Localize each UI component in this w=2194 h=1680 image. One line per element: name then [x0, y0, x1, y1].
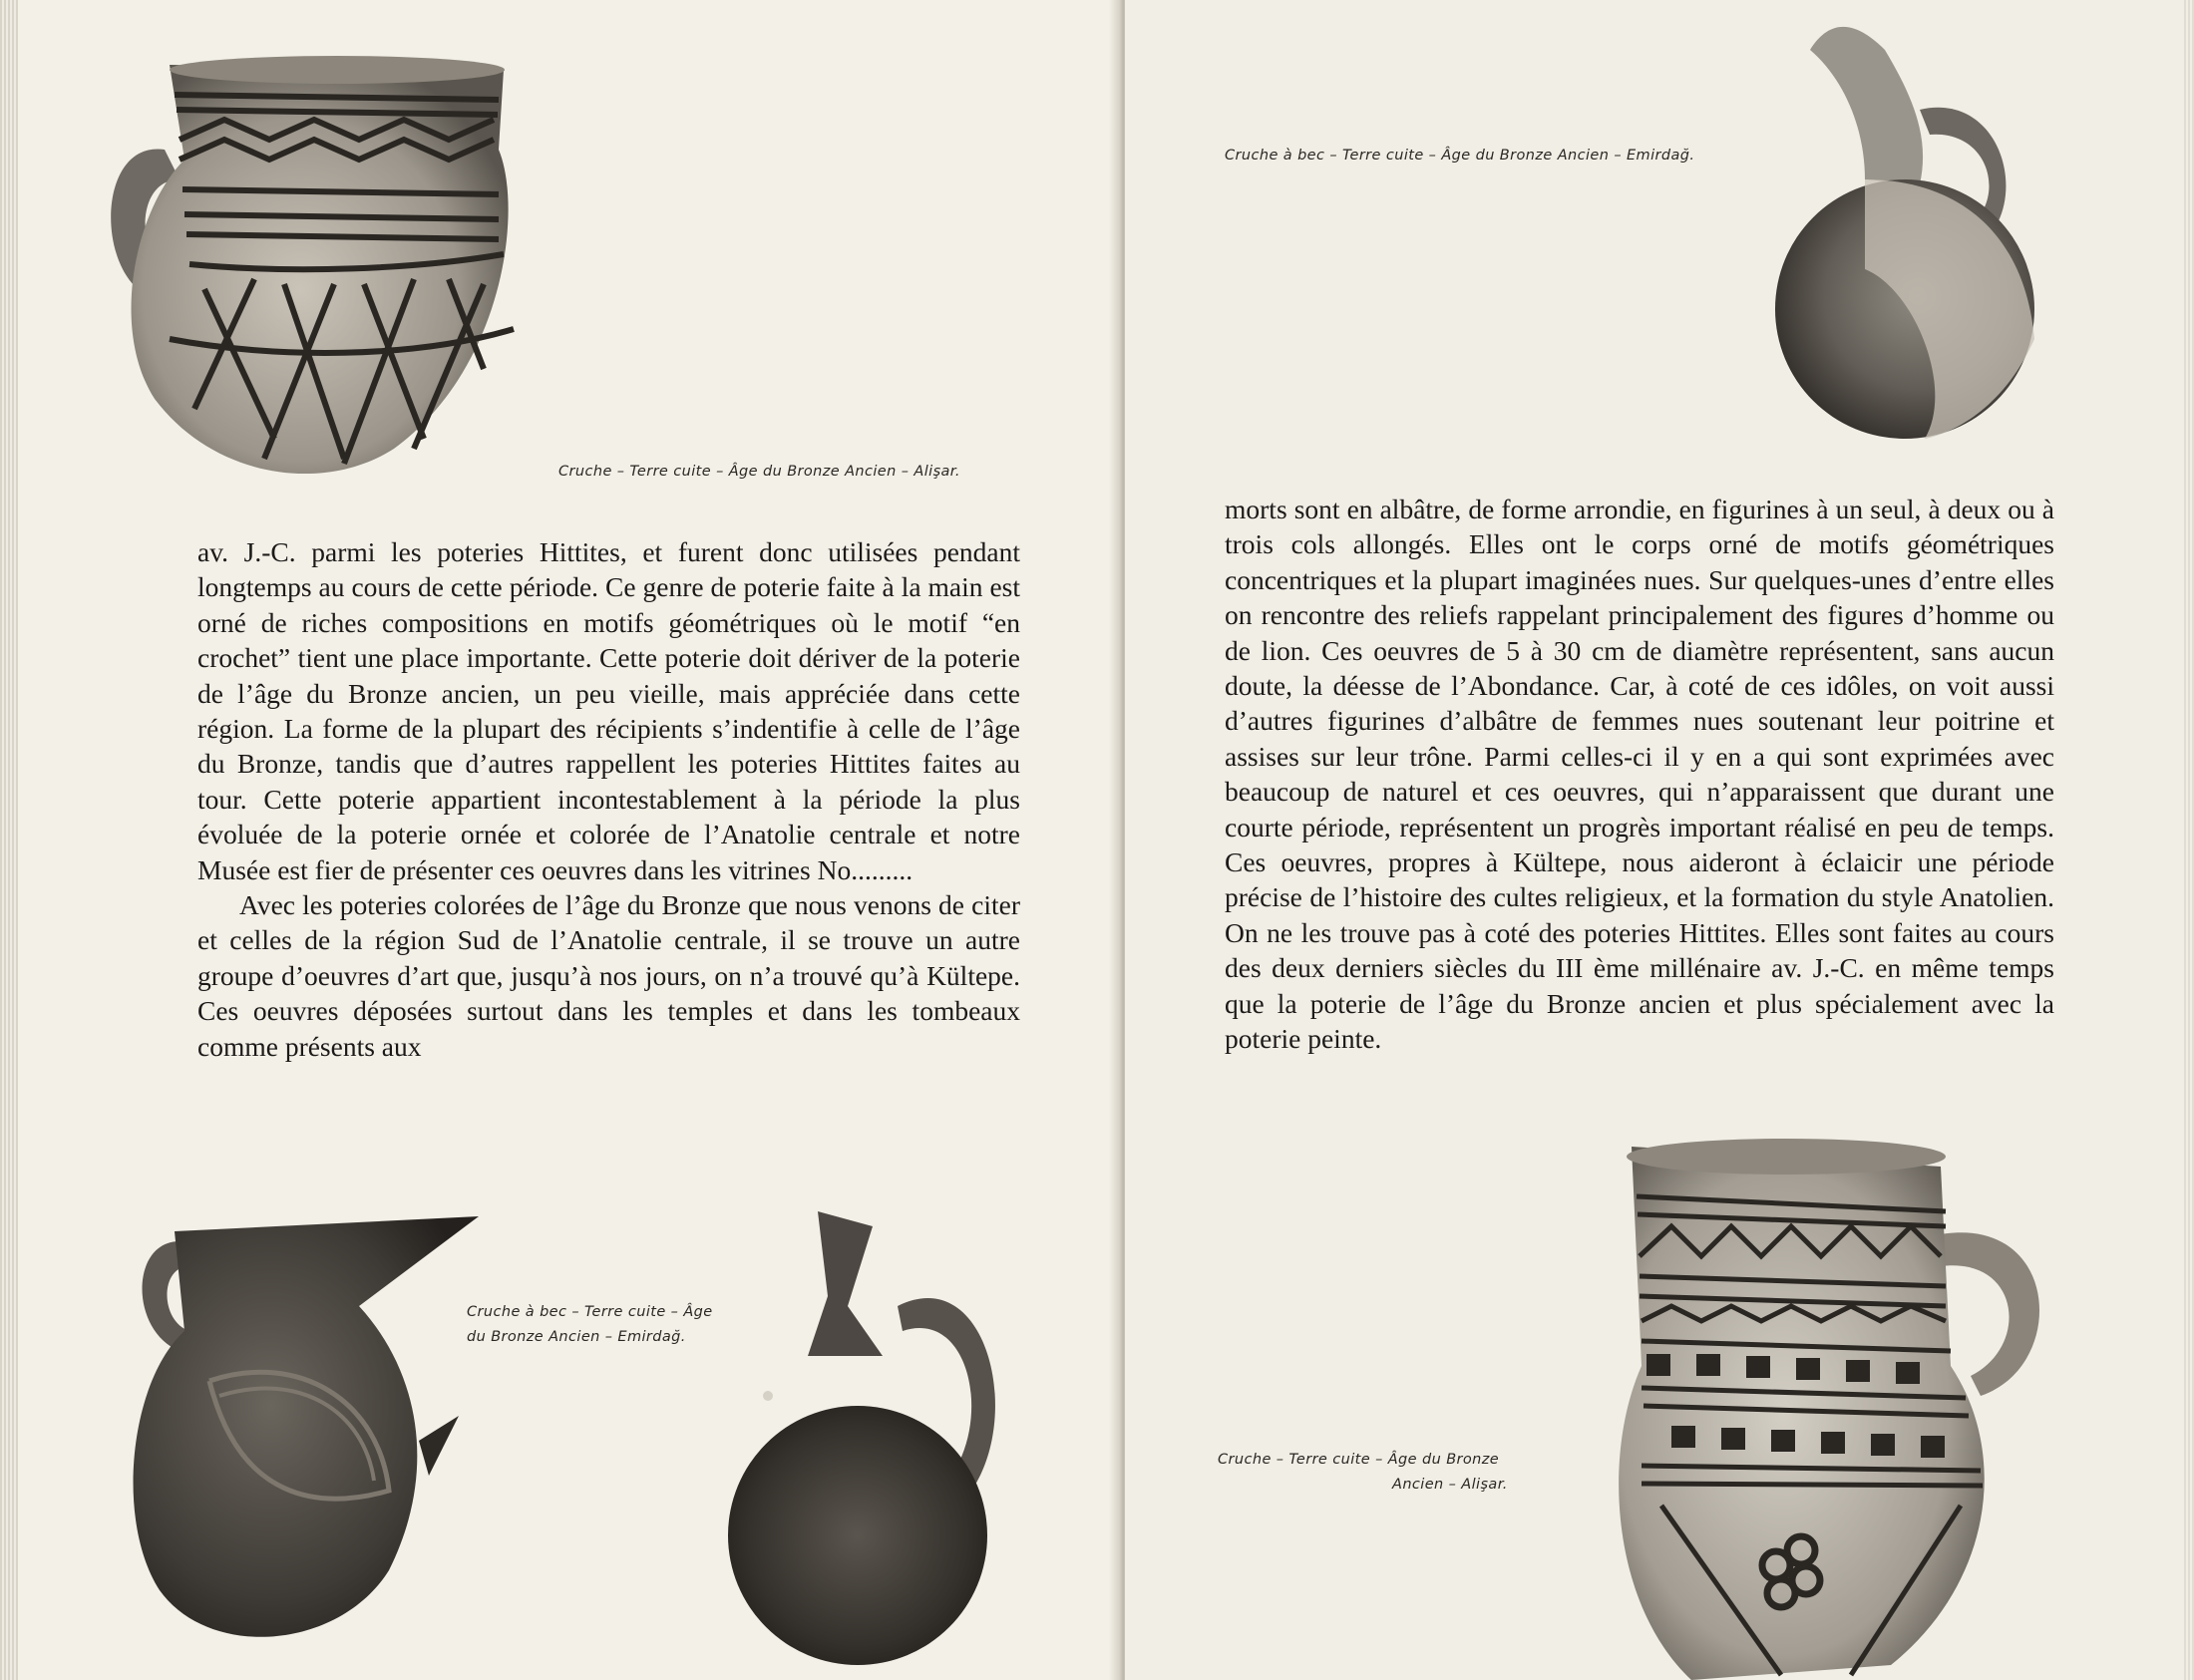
left-paragraph-2: Avec les poteries colorées de l’âge du Bronze que nous venons de citer et celles de la région Sud de l’Anatolie centrale, il se trouve un autre groupe d’oeuvres d’art que, jusqu’à nos jours, on n’a trouvé qu’à Kültepe. Ces oeuvres déposées surtout dans les temples et dans les tombeaux comme présents aux: [197, 889, 1020, 1062]
photo-painted-jug-alisar: [95, 40, 553, 499]
caption-bottom-mid-line2: du Bronze Ancien – Emirdağ.: [467, 1329, 686, 1345]
right-page: [1125, 0, 2194, 1680]
caption-top-left: Cruche à bec – Terre cuite – Âge du Bronze Ancien – Emirdağ.: [1225, 148, 1695, 164]
left-body-text: [197, 534, 1020, 1064]
caption-top-right: Cruche – Terre cuite – Âge du Bronze Ancien – Alişar.: [558, 464, 960, 480]
caption-bottom-left-line1: Cruche – Terre cuite – Âge du Bronze: [1218, 1452, 1500, 1468]
page-edge-left: [0, 0, 18, 1680]
photo-spouted-jug-bottom-right: [698, 1206, 1027, 1670]
right-paragraph-1: morts sont en albâtre, de forme arrondie, en figurines à un seul, à deux ou à trois cols allongés. Elles ont le corps orné de motifs géométriques concentriques et la plupart imaginées nues. Sur quelques-unes d’entre elles on rencontre des reliefs rappelant principalement des figures d’homme ou de lion. Ces oeuvres de 5 à 30 cm de diamètre représentent, sans aucun doute, la déesse de l’Abondance. Car, à coté de ces idôles, on voit aussi d’autres figurines d’albâtre de femmes nues soutenant leur poitrine et assises sur leur trône. Parmi celles-ci il y en a qui sont exprimées avec beaucoup de naturel et ces oeuvres, qui n’apparaissent que durant une courte période, représentent un progrès important réalisé en peu de temps. Ces oeuvres, propres à Kültepe, nous aideront à éclaicir une période précise de l’histoire des cultes religieux, et la formation du style Anatolien. On ne les trouve pas à coté des poteries Hittites. Elles sont faites au cours des deux derniers siècles du III ème millénaire av. J.-C. en même temps que la poterie de l’âge du Bronze ancien et plus spécialement avec la poterie peinte.: [1225, 494, 2054, 1055]
photo-painted-jug-bottom: [1602, 1127, 2042, 1680]
caption-bottom-mid-line1: Cruche à bec – Terre cuite – Âge: [467, 1304, 713, 1320]
caption-bottom-left-line2: Ancien – Alişar.: [1392, 1477, 1508, 1493]
left-paragraph-1: av. J.-C. parmi les poteries Hittites, et furent donc utilisées pendant longtemps au cours de cette période. Ce genre de poterie faite à la main est orné de riches compositions en motifs géométriques où le motif “en crochet” tient une place importante. Cette poterie doit dériver de la poterie de l’âge du Bronze ancien, un peu vieille, mais appréciée dans cette région. La forme de la plupart des récipients s’indentifie à celle de l’âge du Bronze, tandis que d’autres rappellent les poteries Hittites faites au tour. Cette poterie appartient incontestablement à la période la plus évoluée de la poterie ornée et colorée de l’Anatolie centrale et notre Musée est fier de présenter ces oeuvres dans les vitrines No.........: [197, 536, 1020, 885]
page-edge-right: [2184, 0, 2194, 1680]
photo-beak-jug-emirdag: [1755, 10, 2054, 459]
right-body-text: [1225, 492, 2054, 1057]
photo-spouted-jug-bottom-left: [120, 1211, 499, 1670]
